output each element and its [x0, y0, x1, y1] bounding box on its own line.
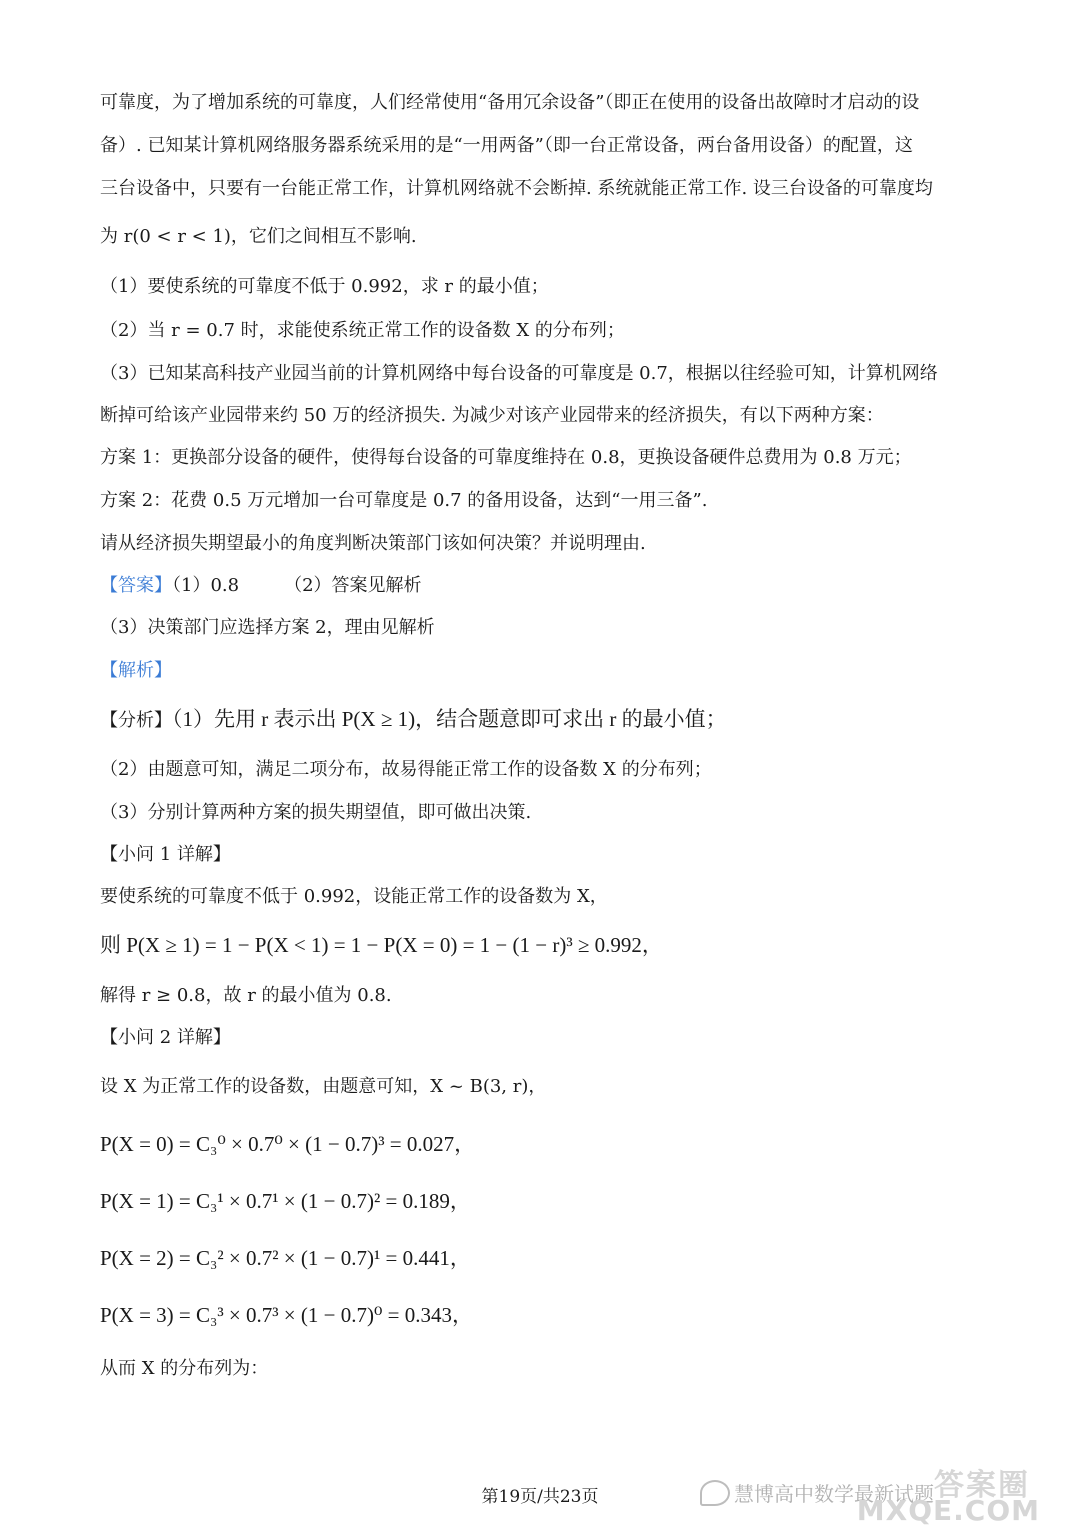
text-line: 设 X 为正常工作的设备数，由题意可知，X ~ B(3, r)，	[100, 1076, 547, 1097]
fenxi-line	[100, 704, 985, 736]
answer-line	[100, 571, 985, 601]
text-line: 请从经济损失期望最小的角度判断决策部门该如何决策？并说明理由.	[100, 533, 646, 554]
text-line: 三台设备中，只要有一台能正常工作，计算机网络就不会断掉. 系统就能正常工作. 设三台设备的可靠度均	[100, 178, 933, 199]
text-line: 解得 r ≥ 0.8，故 r 的最小值为 0.8.	[100, 985, 392, 1006]
formula-line: P(X = 2) = C₃² × 0.7² × (1 − 0.7)¹ = 0.441，	[100, 1246, 471, 1270]
section-heading: 【小问 1 详解】	[100, 844, 231, 865]
watermark	[700, 1460, 1040, 1526]
text-line: 要使系统的可靠度不低于 0.992，设能正常工作的设备数为 X，	[100, 886, 608, 907]
wechat-icon	[700, 1480, 730, 1506]
text-line: 方案 2：花费 0.5 万元增加一台可靠度是 0.7 的备用设备，达到“一用三备”.	[100, 490, 708, 511]
text-line: 备）. 已知某计算机网络服务器系统采用的是“一用两备”（即一台正常设备，两台备用设备）的配置，这	[100, 135, 913, 156]
text-line: （2）当 r = 0.7 时，求能使系统正常工作的设备数 X 的分布列；	[100, 320, 625, 341]
answer-tag: 【答案】	[100, 575, 172, 596]
fenxi-tag: 【分析】	[100, 710, 172, 731]
watermark-url: MXQE.COM	[856, 1494, 1040, 1527]
formula-line: P(X = 1) = C₃¹ × 0.7¹ × (1 − 0.7)² = 0.189，	[100, 1189, 471, 1213]
answer-text: （1）0.8 （2）答案见解析	[172, 575, 422, 596]
fenxi-text: （1）先用 r 表示出 P(X ≥ 1)，结合题意即可求出 r 的最小值；	[172, 707, 727, 731]
text-line: 为 r(0 < r < 1)，它们之间相互不影响.	[100, 226, 417, 247]
text-line: （1）要使系统的可靠度不低于 0.992，求 r 的最小值；	[100, 276, 549, 297]
text-line: （3）决策部门应选择方案 2，理由见解析	[100, 617, 435, 638]
formula-line: 则 P(X ≥ 1) = 1 − P(X < 1) = 1 − P(X = 0) = 1 − (1 − r)³ ≥ 0.992，	[100, 933, 663, 957]
watermark-text: 慧博高中数学最新试题	[734, 1482, 934, 1506]
formula-line: P(X = 3) = C₃³ × 0.7³ × (1 − 0.7)⁰ = 0.343，	[100, 1303, 473, 1327]
watermark-logo-text: 答案圈	[934, 1468, 1030, 1503]
page-number: 第19页/共23页	[481, 1487, 599, 1507]
section-heading: 【小问 2 详解】	[100, 1027, 231, 1048]
text-line: 可靠度，为了增加系统的可靠度，人们经常使用“备用冗余设备”（即正在使用的设备出故障时才启动的设	[100, 92, 920, 113]
text-line: 方案 1：更换部分设备的硬件，使得每台设备的可靠度维持在 0.8，更换设备硬件总费用为 0.8 万元；	[100, 447, 912, 468]
text-line: （2）由题意可知，满足二项分布，故易得能正常工作的设备数 X 的分布列；	[100, 759, 712, 780]
text-line: 从而 X 的分布列为：	[100, 1358, 269, 1379]
text-line: （3）分别计算两种方案的损失期望值，即可做出决策.	[100, 802, 532, 823]
analysis-heading	[100, 656, 985, 686]
text-line: 断掉可给该产业园带来约 50 万的经济损失. 为减少对该产业园带来的经济损失，有以下两种方案：	[100, 405, 884, 426]
watermark-logo	[856, 1460, 1040, 1527]
analysis-tag: 【解析】	[100, 660, 172, 681]
formula-line: P(X = 0) = C₃⁰ × 0.7⁰ × (1 − 0.7)³ = 0.027，	[100, 1132, 476, 1156]
text-line: （3）已知某高科技产业园当前的计算机网络中每台设备的可靠度是 0.7，根据以往经验可知，计算机网络	[100, 363, 938, 384]
